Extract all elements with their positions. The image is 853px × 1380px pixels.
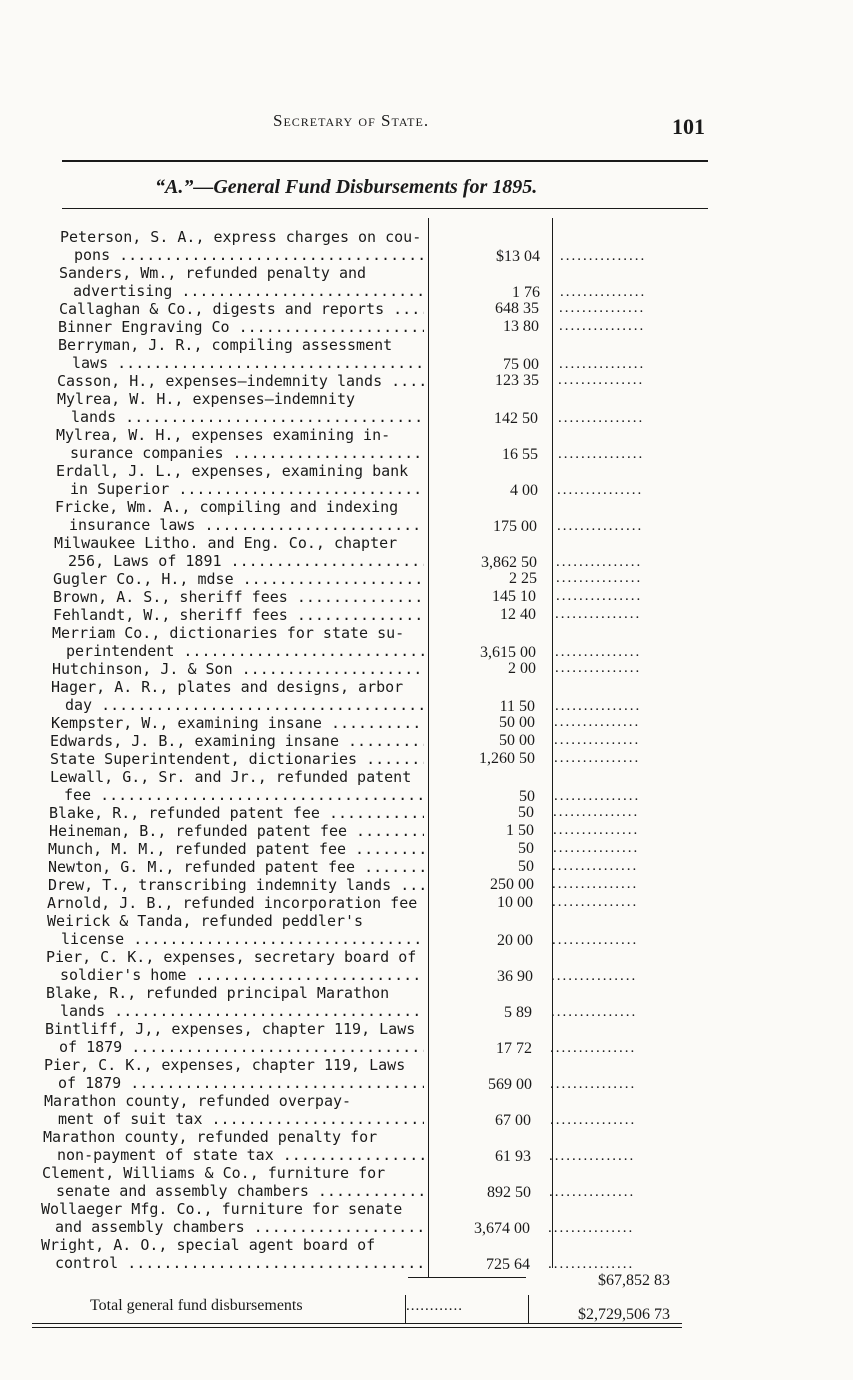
row-description xyxy=(49,822,424,840)
row-leader-dots: ............... xyxy=(560,284,647,300)
row-leader-dots: ............... xyxy=(550,1076,637,1092)
row-description xyxy=(59,264,424,300)
row-description-line2: day ..... xyxy=(51,696,424,714)
row-amount: 61 93 xyxy=(495,1148,531,1165)
row-leader-dots: ............... xyxy=(551,968,638,984)
row-leader-dots: ............... xyxy=(552,876,639,892)
row-description xyxy=(57,372,424,390)
table-row xyxy=(0,372,853,390)
row-leader-dots: ............... xyxy=(552,858,639,874)
table-row xyxy=(0,1236,853,1272)
row-description-line1: Hager, A. R., plates and designs, arbor xyxy=(51,678,404,696)
row-description xyxy=(52,660,424,678)
row-leader-dots: ............... xyxy=(556,588,643,604)
header-title: Secretary of State. xyxy=(273,111,430,130)
table-row xyxy=(0,624,853,660)
table-row xyxy=(0,606,853,624)
row-description xyxy=(53,588,424,606)
row-description xyxy=(59,300,424,318)
row-description xyxy=(41,1236,424,1272)
row-amount: 5 89 xyxy=(504,1004,532,1021)
row-description-line1: Heineman, B., refunded patent fee ..... xyxy=(49,822,424,840)
row-description xyxy=(46,984,424,1020)
row-description-line2: license ..... xyxy=(47,930,424,948)
row-amount: 50 xyxy=(518,858,534,875)
table-row xyxy=(0,912,853,948)
total-value: $2,729,506 73 xyxy=(578,1306,670,1323)
row-description-line2: in Superior ..... xyxy=(56,480,424,498)
row-description-line1: Milwaukee Litho. and Eng. Co., chapter xyxy=(54,534,398,552)
table-row xyxy=(0,1200,853,1236)
row-leader-dots: ............... xyxy=(554,732,641,748)
table-row xyxy=(0,858,853,876)
row-amount: 1 50 xyxy=(506,822,534,839)
table-row xyxy=(0,1092,853,1128)
row-description-line1: Fehlandt, W., sheriff fees ..... xyxy=(53,606,424,624)
row-amount: $13 04 xyxy=(496,248,540,265)
row-description-line1: Munch, M. M., refunded patent fee ..... xyxy=(48,840,424,858)
table-row xyxy=(0,948,853,984)
row-description xyxy=(60,228,424,264)
row-leader-dots: ............... xyxy=(553,840,640,856)
row-leader-dots: ............... xyxy=(552,894,639,910)
table-row xyxy=(0,1128,853,1164)
row-amount: 16 55 xyxy=(502,446,538,463)
row-amount: 20 00 xyxy=(497,932,533,949)
table-row xyxy=(0,426,853,462)
table-row xyxy=(0,984,853,1020)
row-leader-dots: ............... xyxy=(553,822,640,838)
table-row xyxy=(0,264,853,300)
row-amount: 250 00 xyxy=(490,876,534,893)
row-description-line1: Clement, Williams & Co., furniture for xyxy=(42,1164,386,1182)
page-number: 101 xyxy=(672,114,705,139)
row-amount: 17 72 xyxy=(496,1040,532,1057)
row-description xyxy=(50,768,424,804)
row-amount: 10 00 xyxy=(497,894,533,911)
row-description-line1: Merriam Co., dictionaries for state su- xyxy=(52,624,405,642)
row-description xyxy=(47,894,424,912)
row-description-line1: Lewall, G., Sr. and Jr., refunded patent xyxy=(50,768,412,786)
row-leader-dots: ............... xyxy=(555,606,642,622)
table-title: “A.”—General Fund Disbursements for 1895. xyxy=(155,176,538,198)
row-description-line1: Casson, H., expenses—indemnity lands ..... xyxy=(57,372,424,390)
top-rule xyxy=(62,160,708,162)
row-description-line2: lands ..... xyxy=(57,408,424,426)
row-amount: 12 40 xyxy=(500,606,536,623)
row-amount: 3,674 00 xyxy=(474,1220,530,1237)
row-description-line1: Blake, R., refunded principal Marathon xyxy=(46,984,390,1002)
row-amount: 75 00 xyxy=(503,356,539,373)
row-description xyxy=(56,462,424,498)
row-amount: 36 90 xyxy=(497,968,533,985)
row-description-line2: of 1879 ..... xyxy=(45,1038,424,1056)
row-description-line1: Pier, C. K., expenses, secretary board of xyxy=(46,948,417,966)
subtotal: $67,852 83 xyxy=(598,1272,670,1289)
row-description xyxy=(58,318,424,336)
row-description-line1: Weirick & Tanda, refunded peddler's xyxy=(47,912,364,930)
table-row xyxy=(0,894,853,912)
row-amount: 11 50 xyxy=(499,698,535,715)
row-leader-dots: ............... xyxy=(558,410,645,426)
table-row xyxy=(0,822,853,840)
row-amount: 123 35 xyxy=(495,372,539,389)
title-rule xyxy=(62,208,708,209)
row-description xyxy=(57,390,424,426)
bottom-rule-2 xyxy=(32,1327,682,1328)
row-amount: 569 00 xyxy=(488,1076,532,1093)
table-row xyxy=(0,462,853,498)
row-amount: 2 00 xyxy=(508,660,536,677)
row-description-line2: soldier's home ..... xyxy=(46,966,424,984)
row-amount: 50 xyxy=(518,840,534,857)
row-leader-dots: ............... xyxy=(555,660,642,676)
row-description-line1: Wright, A. O., special agent board of xyxy=(41,1236,376,1254)
row-description xyxy=(47,912,424,948)
row-description-line2: surance companies ..... xyxy=(56,444,424,462)
row-description-line2: fee ..... xyxy=(50,786,424,804)
table-row xyxy=(0,678,853,714)
row-description-line1: Blake, R., refunded patent fee ..... xyxy=(49,804,424,822)
row-leader-dots: ............... xyxy=(556,554,643,570)
row-leader-dots: ............... xyxy=(557,518,644,534)
row-leader-dots: ............... xyxy=(548,1256,635,1272)
row-amount: 3,615 00 xyxy=(480,644,536,661)
row-leader-dots: ............... xyxy=(558,446,645,462)
row-leader-dots: ............... xyxy=(549,1148,636,1164)
row-description-line1: Erdall, J. L., expenses, examining bank xyxy=(56,462,409,480)
row-description xyxy=(44,1092,424,1128)
row-description-line2: senate and assembly chambers ..... xyxy=(42,1182,424,1200)
row-leader-dots: ............... xyxy=(554,750,641,766)
row-description-line1: Hutchinson, J. & Son ..... xyxy=(52,660,424,678)
row-description-line1: Mylrea, W. H., expenses examining in- xyxy=(56,426,391,444)
row-description xyxy=(42,1164,424,1200)
row-leader-dots: ............... xyxy=(560,248,647,264)
row-description xyxy=(48,858,424,876)
row-description-line1: Marathon county, refunded penalty for xyxy=(43,1128,378,1146)
row-leader-dots: ............... xyxy=(554,788,641,804)
row-description-line1: State Superintendent, dictionaries ..... xyxy=(50,750,424,768)
row-description xyxy=(44,1056,424,1092)
row-leader-dots: ............... xyxy=(552,932,639,948)
row-description xyxy=(43,1128,424,1164)
row-description-line1: Callaghan & Co., digests and reports ..... xyxy=(59,300,424,318)
row-description xyxy=(56,426,424,462)
row-amount: 13 80 xyxy=(503,318,539,335)
amount-underline xyxy=(408,1277,526,1278)
row-description xyxy=(54,534,424,570)
row-description xyxy=(45,1020,424,1056)
row-amount: 50 00 xyxy=(499,732,535,749)
row-leader-dots: ............... xyxy=(554,714,641,730)
table-row xyxy=(0,570,853,588)
row-description xyxy=(51,678,424,714)
row-leader-dots: ............... xyxy=(548,1220,635,1236)
table-row xyxy=(0,300,853,318)
row-amount: 50 xyxy=(519,788,535,805)
row-leader-dots: ............... xyxy=(559,356,646,372)
bottom-rule-1 xyxy=(32,1323,682,1324)
row-amount: 175 00 xyxy=(493,518,537,535)
row-description-line1: Bintliff, J,, expenses, chapter 119, Laws xyxy=(45,1020,416,1038)
row-leader-dots: ............... xyxy=(550,1040,637,1056)
row-amount: 648 35 xyxy=(495,300,539,317)
row-leader-dots: ............... xyxy=(559,300,646,316)
row-description-line1: Gugler Co., H., mdse ..... xyxy=(53,570,424,588)
table-row xyxy=(0,1056,853,1092)
row-description-line1: Edwards, J. B., examining insane ..... xyxy=(50,732,424,750)
row-leader-dots: ............... xyxy=(551,1004,638,1020)
table-row xyxy=(0,804,853,822)
row-description-line2: control ..... xyxy=(41,1254,424,1272)
row-description xyxy=(48,876,424,894)
row-description-line2: lands ..... xyxy=(46,1002,424,1020)
row-description xyxy=(53,606,424,624)
row-leader-dots: ............... xyxy=(549,1184,636,1200)
row-description-line2: pons ..... xyxy=(60,246,424,264)
table-row xyxy=(0,1164,853,1200)
row-description xyxy=(50,750,424,768)
table-row xyxy=(0,1020,853,1056)
row-description-line2: insurance laws ..... xyxy=(55,516,424,534)
row-description-line2: advertising ..... xyxy=(59,282,424,300)
row-description-line2: of 1879 ..... xyxy=(44,1074,424,1092)
total-leader: ............ xyxy=(406,1298,463,1314)
table-row xyxy=(0,732,853,750)
row-amount: 3,862 50 xyxy=(481,554,537,571)
row-leader-dots: ............... xyxy=(550,1112,637,1128)
row-description-line1: Sanders, Wm., refunded penalty and xyxy=(59,264,367,282)
row-description-line2: 256, Laws of 1891 ..... xyxy=(54,552,424,570)
row-description-line2: laws ..... xyxy=(58,354,424,372)
row-leader-dots: ............... xyxy=(553,804,640,820)
row-description-line1: Wollaeger Mfg. Co., furniture for senate xyxy=(41,1200,403,1218)
row-description xyxy=(41,1200,424,1236)
table-row xyxy=(0,498,853,534)
row-amount: 892 50 xyxy=(487,1184,531,1201)
row-description xyxy=(55,498,424,534)
row-description-line2: ment of suit tax ..... xyxy=(44,1110,424,1128)
row-leader-dots: ............... xyxy=(557,482,644,498)
row-amount: 2 25 xyxy=(509,570,537,587)
row-amount: 725 64 xyxy=(486,1256,530,1273)
row-description-line1: Brown, A. S., sheriff fees ..... xyxy=(53,588,424,606)
table-row xyxy=(0,534,853,570)
row-amount: 1,260 50 xyxy=(479,750,535,767)
table-row xyxy=(0,714,853,732)
row-description-line2: non-payment of state tax ..... xyxy=(43,1146,424,1164)
row-description xyxy=(52,624,424,660)
row-amount: 145 10 xyxy=(492,588,536,605)
total-label: Total general fund disbursements xyxy=(90,1297,303,1314)
table-row xyxy=(0,318,853,336)
row-leader-dots: ............... xyxy=(558,372,645,388)
row-description-line1: Fricke, Wm. A., compiling and indexing xyxy=(55,498,399,516)
table-row xyxy=(0,390,853,426)
row-description xyxy=(49,804,424,822)
row-description xyxy=(50,732,424,750)
row-description-line1: Mylrea, W. H., expenses—indemnity xyxy=(57,390,356,408)
table-row xyxy=(0,750,853,768)
row-amount: 4 00 xyxy=(510,482,538,499)
row-description-line1: Arnold, J. B., refunded incorporation fee ..... xyxy=(47,894,424,912)
row-description-line1: Kempster, W., examining insane ..... xyxy=(51,714,424,732)
row-description xyxy=(51,714,424,732)
row-leader-dots: ............... xyxy=(555,698,642,714)
row-leader-dots: ............... xyxy=(555,644,642,660)
row-description-line1: Peterson, S. A., express charges on cou- xyxy=(60,228,422,246)
row-description xyxy=(58,336,424,372)
table-row xyxy=(0,840,853,858)
row-description-line1: Newton, G. M., refunded patent fee ..... xyxy=(48,858,424,876)
row-amount: 50 xyxy=(518,804,534,821)
row-description-line1: Berryman, J. R., compiling assessment xyxy=(58,336,393,354)
row-description xyxy=(46,948,424,984)
row-description-line1: Binner Engraving Co ..... xyxy=(58,318,424,336)
table-row xyxy=(0,336,853,372)
total-divider-right xyxy=(528,1295,529,1323)
row-description-line1: Pier, C. K., expenses, chapter 119, Laws xyxy=(44,1056,406,1074)
row-leader-dots: ............... xyxy=(559,318,646,334)
row-leader-dots: ............... xyxy=(556,570,643,586)
row-amount: 67 00 xyxy=(495,1112,531,1129)
table-row xyxy=(0,876,853,894)
table-row xyxy=(0,660,853,678)
table-row xyxy=(0,588,853,606)
row-description-line1: Drew, T., transcribing indemnity lands ..... xyxy=(48,876,424,894)
row-description xyxy=(53,570,424,588)
row-description-line2: perintendent ..... xyxy=(52,642,424,660)
table-row xyxy=(0,228,853,264)
row-description xyxy=(48,840,424,858)
table-row xyxy=(0,768,853,804)
row-amount: 50 00 xyxy=(499,714,535,731)
row-amount: 1 76 xyxy=(512,284,540,301)
row-description-line2: and assembly chambers ..... xyxy=(41,1218,424,1236)
row-description-line1: Marathon county, refunded overpay- xyxy=(44,1092,352,1110)
row-amount: 142 50 xyxy=(494,410,538,427)
